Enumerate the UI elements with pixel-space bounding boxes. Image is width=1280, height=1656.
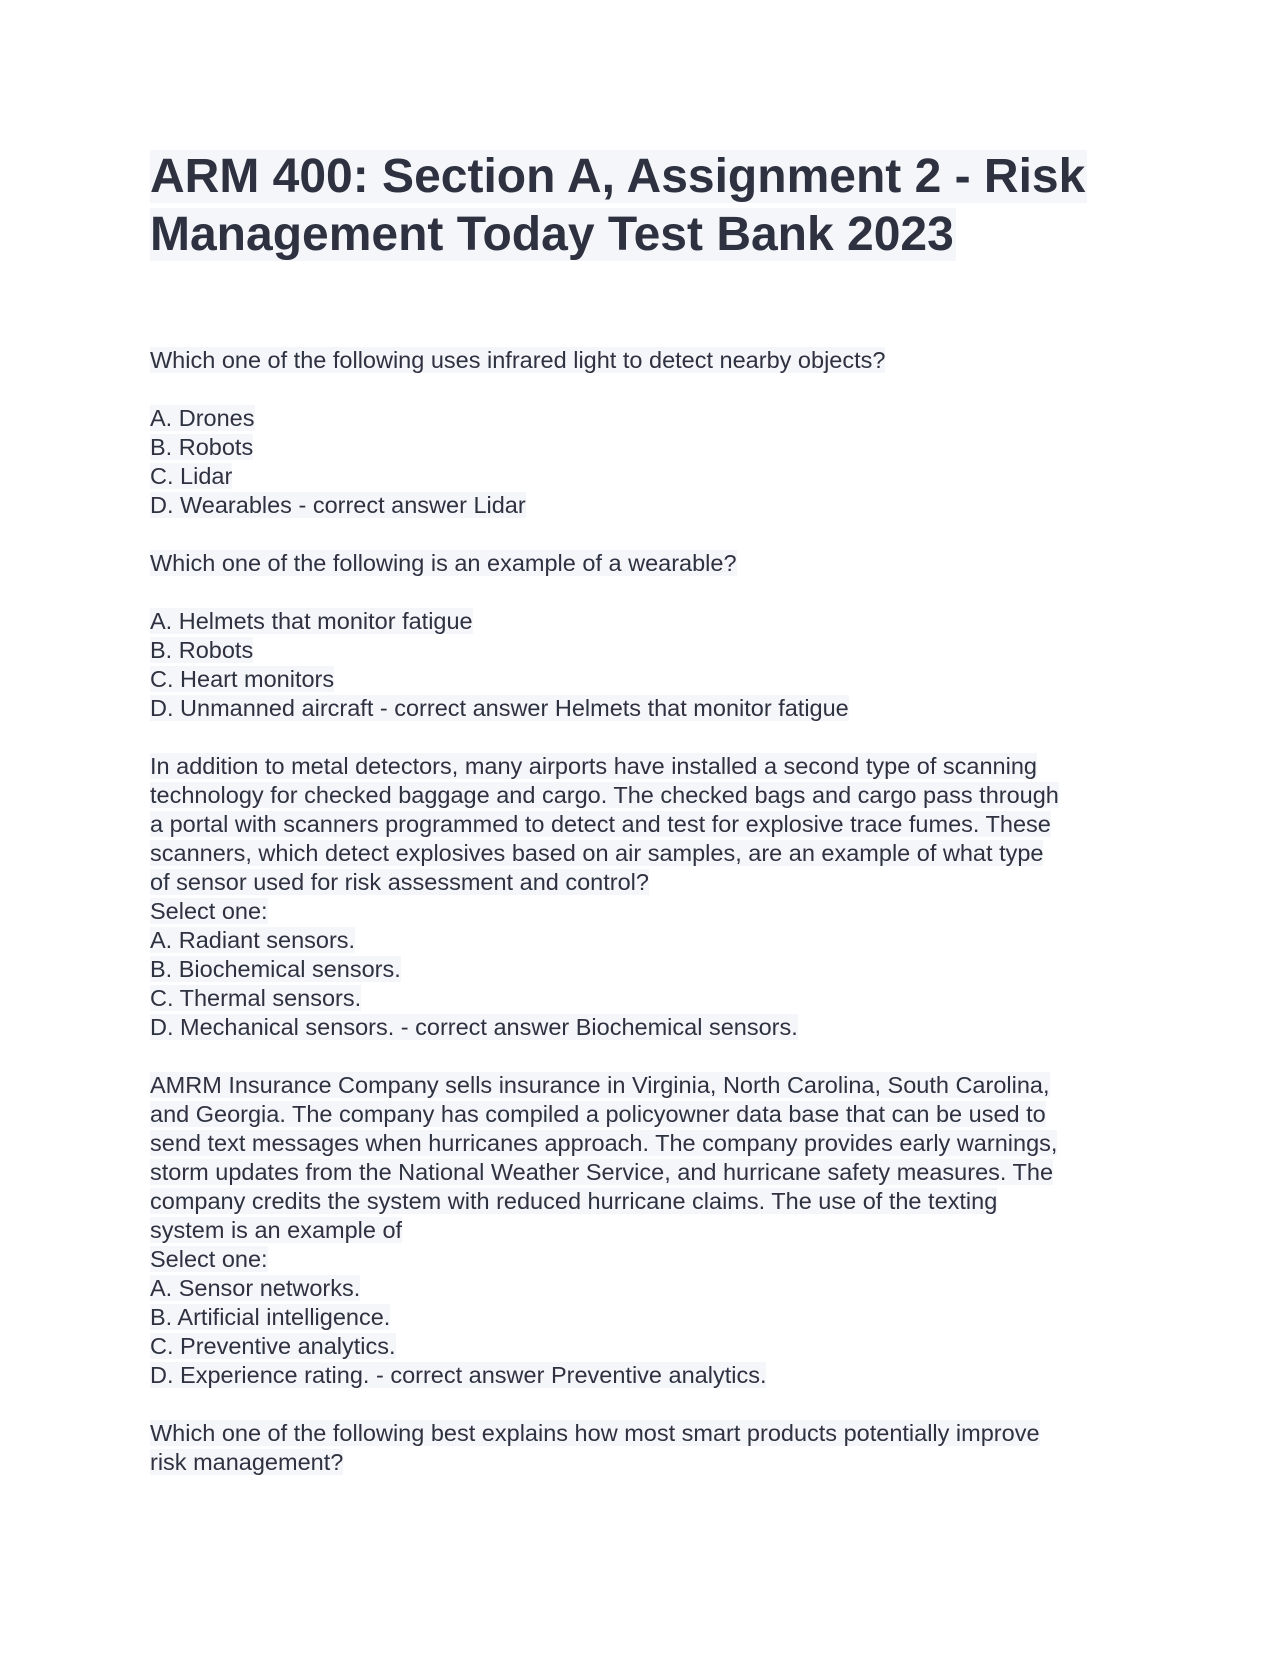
title-text: ARM 400: Section A, Assignment 2 - Risk Management Today Test Bank 2023 — [150, 150, 1086, 261]
question-3-line: scanners, which detect explosives based on air samples, are an example of what type — [150, 840, 1044, 866]
question-4-line: storm updates from the National Weather Service, and hurricane safety measures. The — [150, 1159, 1054, 1185]
question-3-line: a portal with scanners programmed to detect and test for explosive trace fumes. These — [150, 811, 1051, 837]
option: A. Radiant sensors. — [150, 927, 356, 953]
option: A. Helmets that monitor fatigue — [150, 608, 473, 634]
select-one-label: Select one: — [150, 898, 268, 924]
question-4-line: company credits the system with reduced hurricane claims. The use of the texting — [150, 1188, 998, 1214]
question-4-line: AMRM Insurance Company sells insurance in Virginia, North Carolina, South Carolina, — [150, 1072, 1050, 1098]
question-2 — [150, 549, 1140, 578]
question-4-line: and Georgia. The company has compiled a policyowner data base that can be used to — [150, 1101, 1046, 1127]
question-5 — [150, 1419, 1140, 1477]
option-with-answer: D. Wearables - correct answer Lidar — [150, 492, 526, 518]
option-with-answer: D. Mechanical sensors. - correct answer Biochemical sensors. — [150, 1014, 798, 1040]
option: B. Robots — [150, 434, 254, 460]
question-3-line: of sensor used for risk assessment and control? — [150, 869, 649, 895]
question-2-text: Which one of the following is an example of a wearable? — [150, 550, 737, 576]
select-one-label: Select one: — [150, 1246, 268, 1272]
question-1 — [150, 346, 1140, 375]
question-5-line: Which one of the following best explains how most smart products potentially improve — [150, 1420, 1040, 1446]
option: B. Biochemical sensors. — [150, 956, 401, 982]
document-page — [150, 148, 1140, 1506]
option-with-answer: D. Experience rating. - correct answer Preventive analytics. — [150, 1362, 767, 1388]
option: A. Sensor networks. — [150, 1275, 361, 1301]
question-5-line: risk management? — [150, 1449, 344, 1475]
option: B. Artificial intelligence. — [150, 1304, 391, 1330]
document-title — [150, 148, 1140, 264]
question-4-line: system is an example of — [150, 1217, 403, 1243]
question-3 — [150, 752, 1140, 1042]
question-3-line: technology for checked baggage and cargo. The checked bags and cargo pass through — [150, 782, 1059, 808]
question-3-line: In addition to metal detectors, many airports have installed a second type of scanning — [150, 753, 1037, 779]
option: C. Thermal sensors. — [150, 985, 362, 1011]
option: B. Robots — [150, 637, 254, 663]
option: C. Lidar — [150, 463, 233, 489]
option-with-answer: D. Unmanned aircraft - correct answer Helmets that monitor fatigue — [150, 695, 849, 721]
option: A. Drones — [150, 405, 255, 431]
document-content — [150, 346, 1140, 1477]
question-4 — [150, 1071, 1140, 1390]
option: C. Heart monitors — [150, 666, 335, 692]
question-2-options — [150, 607, 1140, 723]
option: C. Preventive analytics. — [150, 1333, 396, 1359]
question-1-options — [150, 404, 1140, 520]
question-4-line: send text messages when hurricanes approach. The company provides early warnings, — [150, 1130, 1058, 1156]
question-1-text: Which one of the following uses infrared light to detect nearby objects? — [150, 347, 886, 373]
